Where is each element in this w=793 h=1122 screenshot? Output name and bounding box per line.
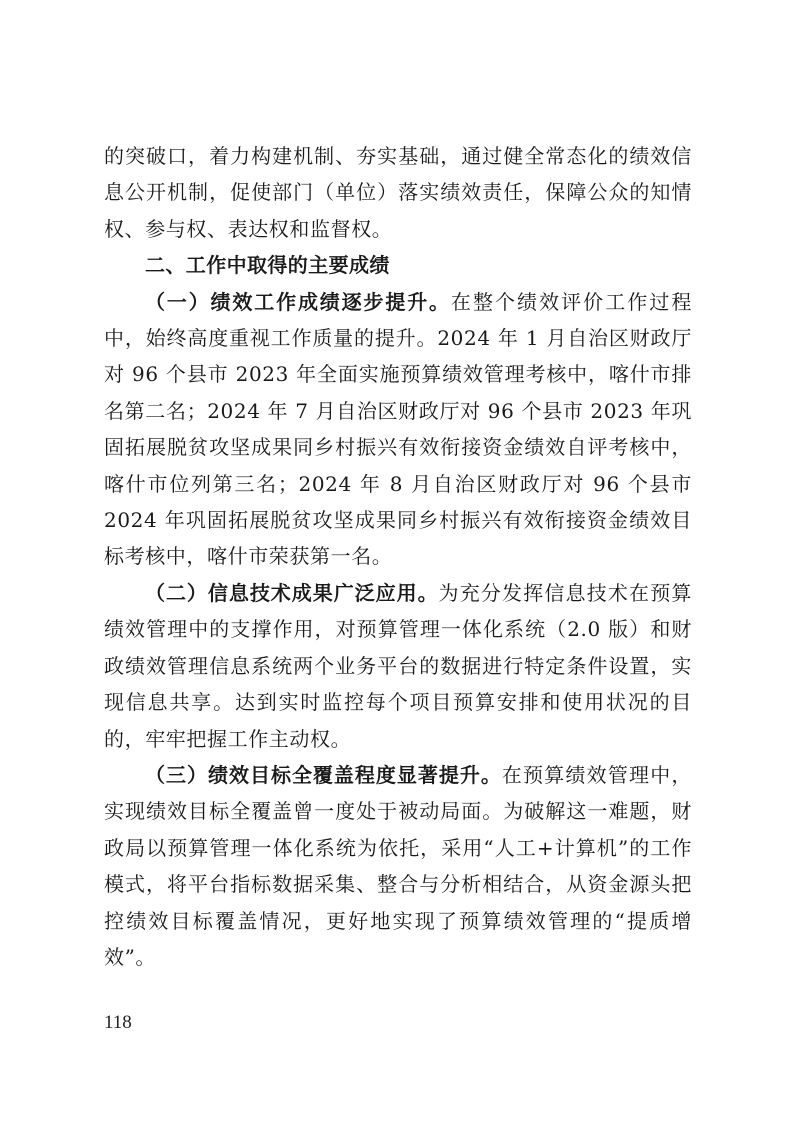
- achievement-body-2: 为充分发挥信息技术在预算绩效管理中的支撑作用，对预算管理一体化系统（2.0 版）和财政绩效管理信息系统两个业务平台的数据进行特定条件设置，实现信息共享。达到实时监控每个项目预算安排和使用状况的目的，牢牢把握工作主动权。: [104, 580, 692, 751]
- achievement-paragraph-1: [104, 284, 692, 575]
- achievement-lead-2: （二）信息技术成果广泛应用。: [145, 580, 439, 605]
- page-body: [104, 138, 692, 975]
- achievement-body-1: 在整个绩效评价工作过程中，始终高度重视工作质量的提升。2024 年 1 月自治区财政厅对 96 个县市 2023 年全面实施预算绩效管理考核中，喀什市排名第二名；2024 年 7 月自治区财政厅对 96 个县市 2023 年巩固拓展脱贫攻坚成果同乡村振兴有效衔接资金绩效自评考核中，喀什市位列第三名；2024 年 8 月自治区财政厅对 96 个县市 2024 年巩固拓展脱贫攻坚成果同乡村振兴有效衔接资金绩效目标考核中，喀什市荣获第一名。: [104, 289, 692, 569]
- intro-paragraph: 的突破口，着力构建机制、夯实基础，通过健全常态化的绩效信息公开机制，促使部门（单位）落实绩效责任，保障公众的知情权、参与权、表达权和监督权。: [104, 144, 692, 241]
- achievement-lead-1: （一）绩效工作成绩逐步提升。: [145, 289, 451, 314]
- achievement-paragraph-2: [104, 575, 692, 757]
- page-number: 118: [104, 1012, 132, 1033]
- section-heading: 二、工作中取得的主要成绩: [145, 253, 390, 278]
- achievement-paragraph-3: [104, 757, 692, 975]
- achievement-lead-3: （三）绩效目标全覆盖程度显著提升。: [145, 762, 502, 787]
- achievement-body-3: 在预算绩效管理中，实现绩效目标全覆盖曾一度处于被动局面。为破解这一难题，财政局以预算管理一体化系统为依托，采用“人工+计算机”的工作模式，将平台指标数据采集、整合与分析相结合，从资金源头把控绩效目标覆盖情况，更好地实现了预算绩效管理的“提质增效”。: [104, 762, 692, 969]
